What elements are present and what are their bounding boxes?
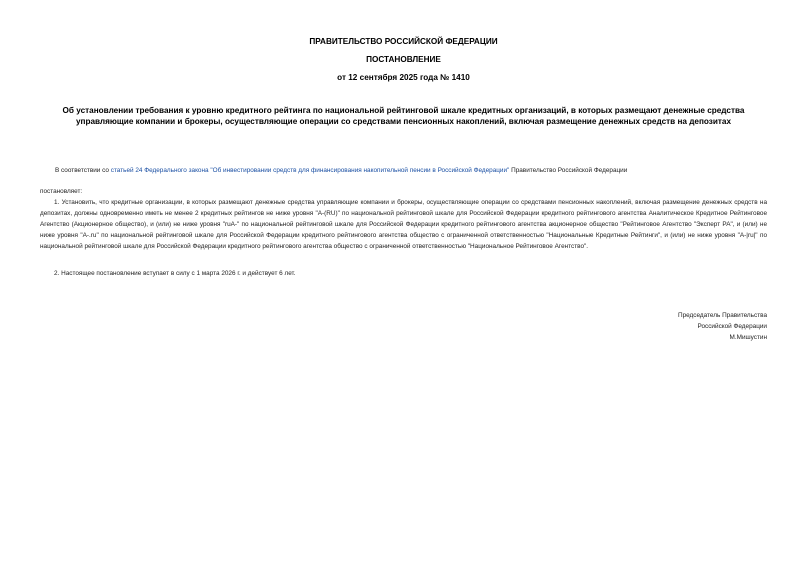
decree-item-2: 2. Настоящее постановление вступает в силу с 1 марта 2026 г. и действует 6 лет. [54, 270, 296, 277]
preamble-paragraph [55, 165, 775, 176]
date-number-heading: от 12 сентября 2025 года № 1410 [337, 73, 470, 82]
signature-block [678, 310, 767, 343]
decree-item-1: 1. Установить, что кредитные организации, в которых размещают денежные средства управляющие компании и брокеры, осуществляющие операции со средствами пенсионных накоплений, включая размещение денежных средств на депозитах, должны одновременно иметь не менее 2 кредитных рейтингов не ниже уровня "A-(RU)" по национальной рейтинговой шкале для Российской Федерации кредитного рейтингового агентства Аналитическое Кредитное Рейтинговое Агентство (Акционерное общество), и (или) не ниже уровня "ruA-" по национальной рейтинговой шкале для Российской Федерации кредитного рейтингового агентства акционерное общество "Рейтинговое Агентство "Эксперт РА", и (или) не ниже уровня "A-.ru" по национальной рейтинговой шкале для Российской Федерации кредитного рейтингового агентства общество с ограниченной ответственностью "Национальные Кредитные Рейтинги", и (или) не ниже уровня "A-|ru|" по национальной рейтинговой шкале для Российской Федерации кредитного рейтингового агентства общество с ограниченной ответственностью "Национальное Рейтинговое Агентство". [40, 199, 767, 250]
preamble-text-after: Правительство Российской Федерации [509, 167, 628, 174]
document-type-heading: ПОСТАНОВЛЕНИЕ [366, 55, 441, 64]
document-subject: Об установлении требования к уровню кредитного рейтинга по национальной рейтинговой шкале кредитных организаций, в которых размещают денежные средства управляющие компании и брокеры, осуществляющие операции со средствами пенсионных накоплений, включая размещение денежных средств на депозитах [62, 106, 745, 126]
government-heading: ПРАВИТЕЛЬСТВО РОССИЙСКОЙ ФЕДЕРАЦИИ [309, 37, 498, 46]
signature-name: М.Мишустин [729, 334, 767, 341]
preamble-text-before: В соответствии со [55, 167, 111, 174]
signature-position: Председатель Правительства [678, 312, 767, 319]
signature-country: Российской Федерации [697, 323, 767, 330]
law-reference-link[interactable]: статьей 24 Федерального закона "Об инвестировании средств для финансирования накопительной пенсии в Российской Федерации" [110, 167, 510, 174]
decree-word: постановляет: [40, 188, 83, 195]
